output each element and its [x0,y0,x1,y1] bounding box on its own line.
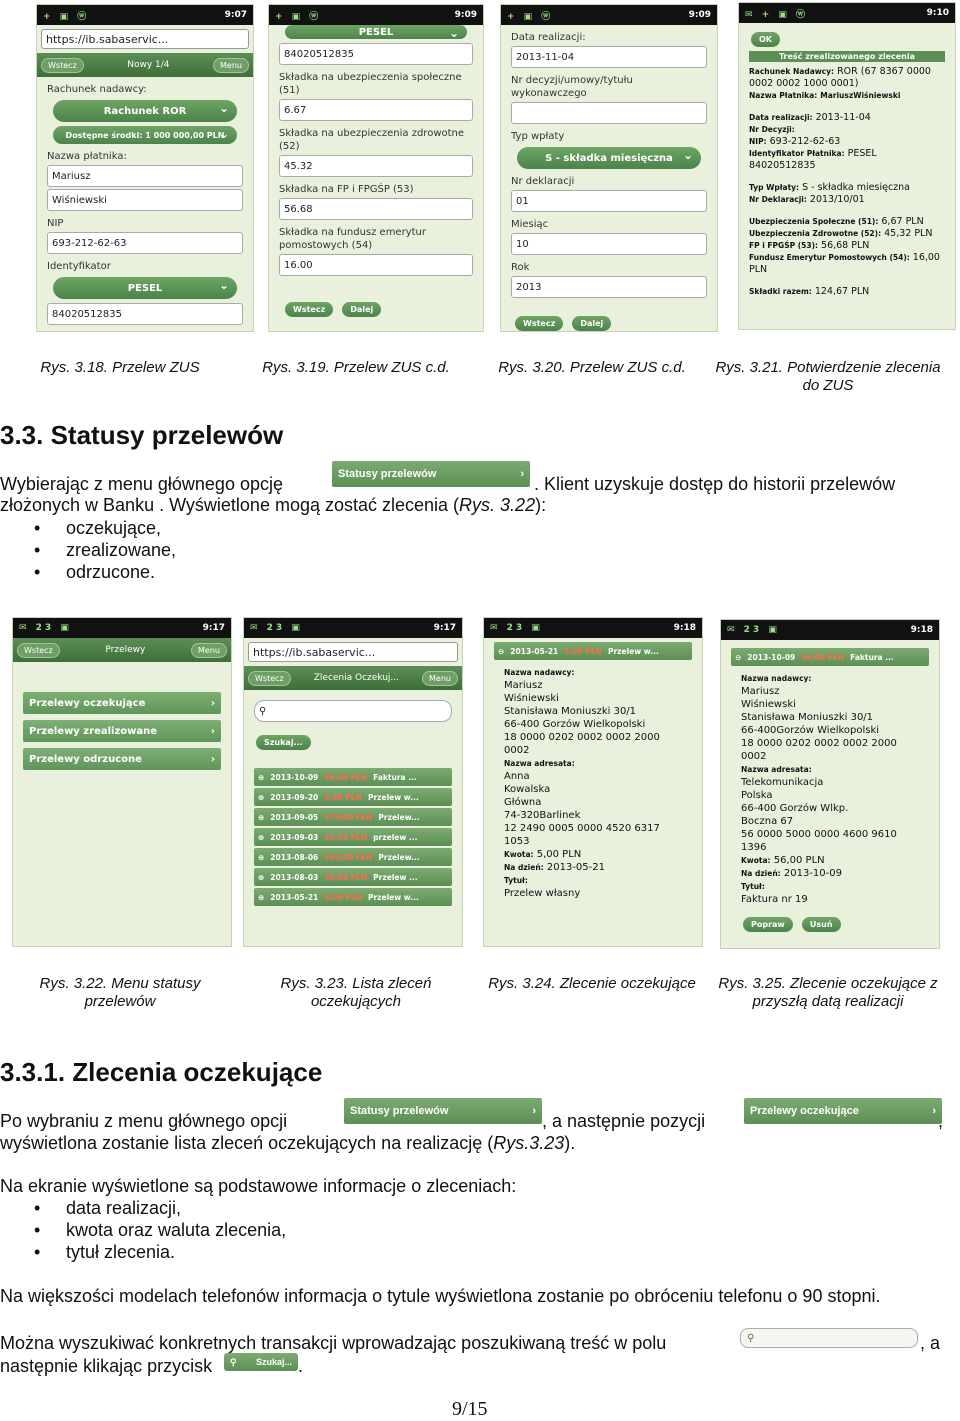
chevron-right-icon: › [532,1105,536,1117]
plus-icon: ⊕ [258,892,265,902]
status-bar: ✉ 23 ▣ 9:17 [244,618,462,638]
action-buttons [741,912,919,932]
order-header[interactable]: ⊖ 2013-10-09 56,00 PLN Faktura ... [731,648,929,666]
url-bar[interactable]: https://ib.sabaservic... [41,29,249,49]
screenshot-zus-declaration [500,4,718,332]
caption-3-19: Rys. 3.19. Przelew ZUS c.d. [262,359,450,376]
table-row[interactable]: ⊕ 2013-08-03 50,00 PLN Przelew ... [254,868,452,886]
nav-bar [37,53,253,77]
caption-3-21: Rys. 3.21. Potwierdzenie zlecenia do ZUS [715,359,941,394]
list-item: • tytuł zlecenia. [66,1241,286,1263]
para-3-3-1-a: Po wybraniu z menu głównego opcji [0,1111,288,1131]
table-row[interactable]: ⊕ 2013-09-05 275,00 PLN Przelew... [254,808,452,826]
para-3-3-a: Wybierając z menu głównego opcję [0,474,283,494]
para-3-3-1-b: , a następnie pozycji [542,1111,706,1131]
para-3-3-b: . Klient uzyskuje dostęp do historii przelewów [534,474,896,494]
statusy-przelewow-button[interactable]: Statusy przelewów › [344,1098,542,1124]
screenshot-zus-contributions [268,4,484,332]
list-item: • kwota oraz waluta zlecenia, [66,1219,286,1241]
declaration-field[interactable]: 01 [511,190,707,212]
przelewy-oczekujace-button[interactable]: Przelewy oczekujące › [744,1098,942,1124]
heading-3-3: 3.3. Statusy przelewów [0,420,284,450]
caption-3-18: Rys. 3.18. Przelew ZUS [40,359,200,376]
order-detail: Nazwa nadawcy: Mariusz Wiśniewski Stanisława Moniuszki 30/1 66-400 Gorzów Wielkopolski 18 0000 0202 0002 0002 2000 0002 Nazwa adresata: Anna Kowalska Główna 74-320Barlinek 12 2490 0005 0000 4520 6317 1053 Kwota: 5,00 PLN Na dzień: 2013-05-21 Tytuł: Przelew własny [504,668,660,899]
identifier-select[interactable]: PESEL ⌄ [53,277,237,299]
table-row[interactable]: ⊕ 2013-09-03 42,50 PLN przelew ... [254,828,452,846]
label-date: Data realizacji: [511,32,586,43]
label-month: Miesiąc [511,219,549,230]
plus-icon: ⊕ [258,852,265,862]
para-3-3-1-rotate: Na większości modelach telefonów informacja o tytule wyświetlona zostanie po obróceniu telefonu o 90 stopni. [0,1286,881,1306]
confirmation-header: Treść zrealizowanego zlecenia [749,51,945,62]
list-item: • oczekujące, [66,517,176,539]
para-3-3-1-search-c: następnie klikając przycisk [0,1356,213,1376]
para-3-3-1-info: Na ekranie wyświetlone są podstawowe informacje o zleceniach: [0,1176,517,1196]
confirmation-details: Data realizacji: 2013-11-04 Nr Decyzji: NIP: 693-212-62-63 Identyfikator Płatnika: PESEL 84020512835 [749,112,877,171]
delete-button[interactable]: Usuń [802,917,841,932]
list-item: • odrzucone. [66,561,176,583]
chevron-right-icon: › [520,468,524,480]
list-item: • data realizacji, [66,1197,286,1219]
back-button[interactable]: Wstecz [285,302,333,317]
status-bar: + ▣ ⓦ 9:07 [37,5,253,25]
plus-icon: ⊕ [258,792,265,802]
year-field[interactable]: 2013 [511,276,707,298]
confirmation-total: Składki razem: 124,67 PLN [749,286,870,297]
menu-item-completed[interactable]: Przelewy zrealizowane › [23,720,221,742]
screenshot-pending-detail [483,617,703,947]
label-52: Składka na ubezpieczenia zdrowotne (52) [279,128,465,152]
chevron-right-icon: › [210,697,215,709]
para-3-3-c: złożonych w Banku . Wyświetlone mogą zostać zlecenia (Rys. 3.22): [0,495,547,515]
date-field[interactable]: 2013-11-04 [511,46,707,68]
para-3-3-1-search: Można wyszukiwać konkretnych transakcji wprowadzając poszukiwaną treść w polu [0,1333,667,1353]
caption-3-20: Rys. 3.20. Przelew ZUS c.d. [498,359,686,376]
page-number: 9/15 [452,1398,488,1420]
screenshot-status-menu [12,617,232,947]
pesel-field[interactable]: 84020512835 [279,43,473,65]
menu-item-rejected[interactable]: Przelewy odrzucone › [23,748,221,770]
status-bar: ✉ 23 ▣ 9:17 [13,618,231,638]
account-select[interactable]: Rachunek ROR ⌄ [53,100,237,122]
next-button[interactable]: Dalej [342,302,381,317]
table-row[interactable]: ⊕ 2013-05-21 5,00 PLN Przelew w... [254,888,452,906]
nip-field[interactable]: 693-212-62-63 [47,232,243,254]
para-3-3-1-search-d: . [298,1356,304,1376]
screen-title: Przelewy [105,645,146,655]
search-input[interactable] [254,700,452,722]
screen-title: Nowy 1/4 [127,60,170,70]
confirmation-contributions: Ubezpieczenia Społeczne (51): 6,67 PLN Ubezpieczenia Zdrowotne (52): 45,32 PLN FP i FPGŚP (53): 56,68 PLN Fundusz Emerytur Pomostowych (54): 16,00 PLN [749,216,940,275]
back-button[interactable]: Wstecz [41,58,84,73]
screen-title: Zlecenia Oczekuj... [313,673,400,683]
month-field[interactable]: 10 [511,233,707,255]
nav-bar [13,638,231,662]
label-54: Składka na fundusz emerytur pomostowych (54) [279,227,426,251]
payer-surname-field[interactable]: Wiśniewski [47,189,243,211]
caption-3-24: Rys. 3.24. Zlecenie oczekujące [488,975,696,992]
identifier-select[interactable]: PESEL ⌄ [285,25,467,39]
table-row[interactable]: ⊕ 2013-08-06 230,00 PLN Przelew... [254,848,452,866]
search-icon: ⚲ [259,705,267,717]
field-51[interactable]: 6.67 [279,99,473,121]
url-bar[interactable]: https://ib.sabaservic... [248,642,458,662]
caption-3-23: Rys. 3.23. Lista zleceń oczekujących [280,975,432,1010]
back-button[interactable]: Wstecz [17,643,60,658]
search-icon: ⚲ [230,1356,237,1367]
menu-button[interactable]: Menu [422,671,458,686]
label-type: Typ wpłaty [511,131,565,142]
nav-buttons [513,311,613,331]
decision-field[interactable] [511,102,707,124]
label-declaration: Nr deklaracji [511,176,575,187]
menu-button[interactable]: Menu [213,58,249,73]
minus-icon: ⊖ [498,646,505,656]
minus-icon: ⊖ [735,652,742,662]
caption-3-25: Rys. 3.25. Zlecenie oczekujące z przyszłą datą realizacji [718,975,938,1010]
order-detail: Nazwa nadawcy: Mariusz Wiśniewski Stanisława Moniuszki 30/1 66-400Gorzów Wielkopolski 18 0000 0202 0002 0002 2000 0002 Nazwa adresata: Telekomunikacja Polska 66-400 Gorzów Wlkp. Boczna 67 56 0000 5000 0000 4600 9610 1396 Kwota: 56,00 PLN Na dzień: 2013-10-09 Tytuł: Faktura nr 19 [741,674,897,905]
para-3-3-1-c: wyświetlona zostanie lista zleceń oczekujących na realizację (Rys.3.23). [0,1133,576,1153]
status-bar: + ▣ ⓦ 9:09 [269,5,483,25]
field-52[interactable]: 45.32 [279,155,473,177]
label-account: Rachunek nadawcy: [47,84,147,95]
screenshot-pending-list [243,617,463,947]
plus-icon: ⊕ [258,872,265,882]
type-select[interactable]: S - składka miesięczna ⌄ [517,147,701,169]
para-3-3-1-comma: , [938,1111,944,1131]
label-51: Składka na ubezpieczenia społeczne (51) [279,72,462,96]
label-nip: NIP [47,218,64,229]
label-identifier: Identyfikator [47,261,111,272]
label-payer: Nazwa płatnika: [47,151,127,162]
search-button[interactable]: ⚲ Szukaj... [224,1353,298,1371]
confirmation-sender: Rachunek Nadawcy: ROR (67 8367 0000 0002 0002 1000 0001) Nazwa Płatnika: MariuszWiśniewski [749,66,931,100]
chevron-right-icon: › [210,753,215,765]
chevron-right-icon: › [210,725,215,737]
menu-button[interactable]: Menu [191,643,227,658]
pesel-field[interactable]: 84020512835 [47,303,243,325]
statusy-przelewow-button[interactable]: Statusy przelewów › [332,461,530,487]
status-list [0,517,176,583]
field-54[interactable]: 16.00 [279,254,473,276]
back-button[interactable]: Wstecz [248,671,291,686]
table-row[interactable]: ⊕ 2013-09-20 5,00 PLN Przelew w... [254,788,452,806]
search-icon: ⚲ [747,1332,755,1344]
status-bar: + ▣ ⓦ 9:09 [501,5,717,25]
order-header[interactable]: ⊖ 2013-05-21 5,00 PLN Przelew w... [494,642,692,660]
nav-buttons [283,297,383,317]
search-button[interactable]: Szukaj... [256,735,311,750]
funds-info: Dostępne środki: 1 000 000,00 PLN ⌄ [53,126,237,144]
screenshot-zus-transfer [36,4,254,332]
back-button[interactable]: Wstecz [515,316,563,331]
caption-3-22: Rys. 3.22. Menu statusy przelewów [39,975,201,1010]
heading-3-3-1: 3.3.1. Zlecenia oczekujące [0,1057,323,1087]
list-item: • zrealizowane, [66,539,176,561]
status-bar: ✉ + ▣ ⓦ 9:10 [739,3,955,23]
search-input[interactable] [740,1328,918,1348]
field-53[interactable]: 56.68 [279,198,473,220]
label-year: Rok [511,262,530,273]
confirmation-type: Typ Wpłaty: S - składka miesięczna Nr Deklaracji: 2013/10/01 [749,182,910,205]
payer-name-field[interactable]: Mariusz [47,165,243,187]
table-row[interactable]: ⊕ 2013-10-09 56,00 PLN Faktura ... [254,768,452,786]
next-button[interactable]: Dalej [572,316,611,331]
menu-item-pending[interactable]: Przelewy oczekujące › [23,692,221,714]
ok-button[interactable]: OK [751,32,780,47]
label-decision: Nr decyzji/umowy/tytułu wykonawczego [511,75,633,99]
screenshot-zus-confirmation [738,2,956,330]
plus-icon: ⊕ [258,772,265,782]
para-3-3-1-search-b: , a [920,1333,941,1353]
nav-bar [244,666,462,690]
info-list [0,1197,286,1263]
screenshot-future-detail [720,619,940,949]
fix-button[interactable]: Popraw [743,917,793,932]
label-53: Składka na FP i FPGŚP (53) [279,184,414,195]
plus-icon: ⊕ [258,832,265,842]
status-bar: ✉ 23 ▣ 9:18 [721,620,939,640]
plus-icon: ⊕ [258,812,265,822]
status-bar: ✉ 23 ▣ 9:18 [484,618,702,638]
chevron-right-icon: › [932,1105,936,1117]
